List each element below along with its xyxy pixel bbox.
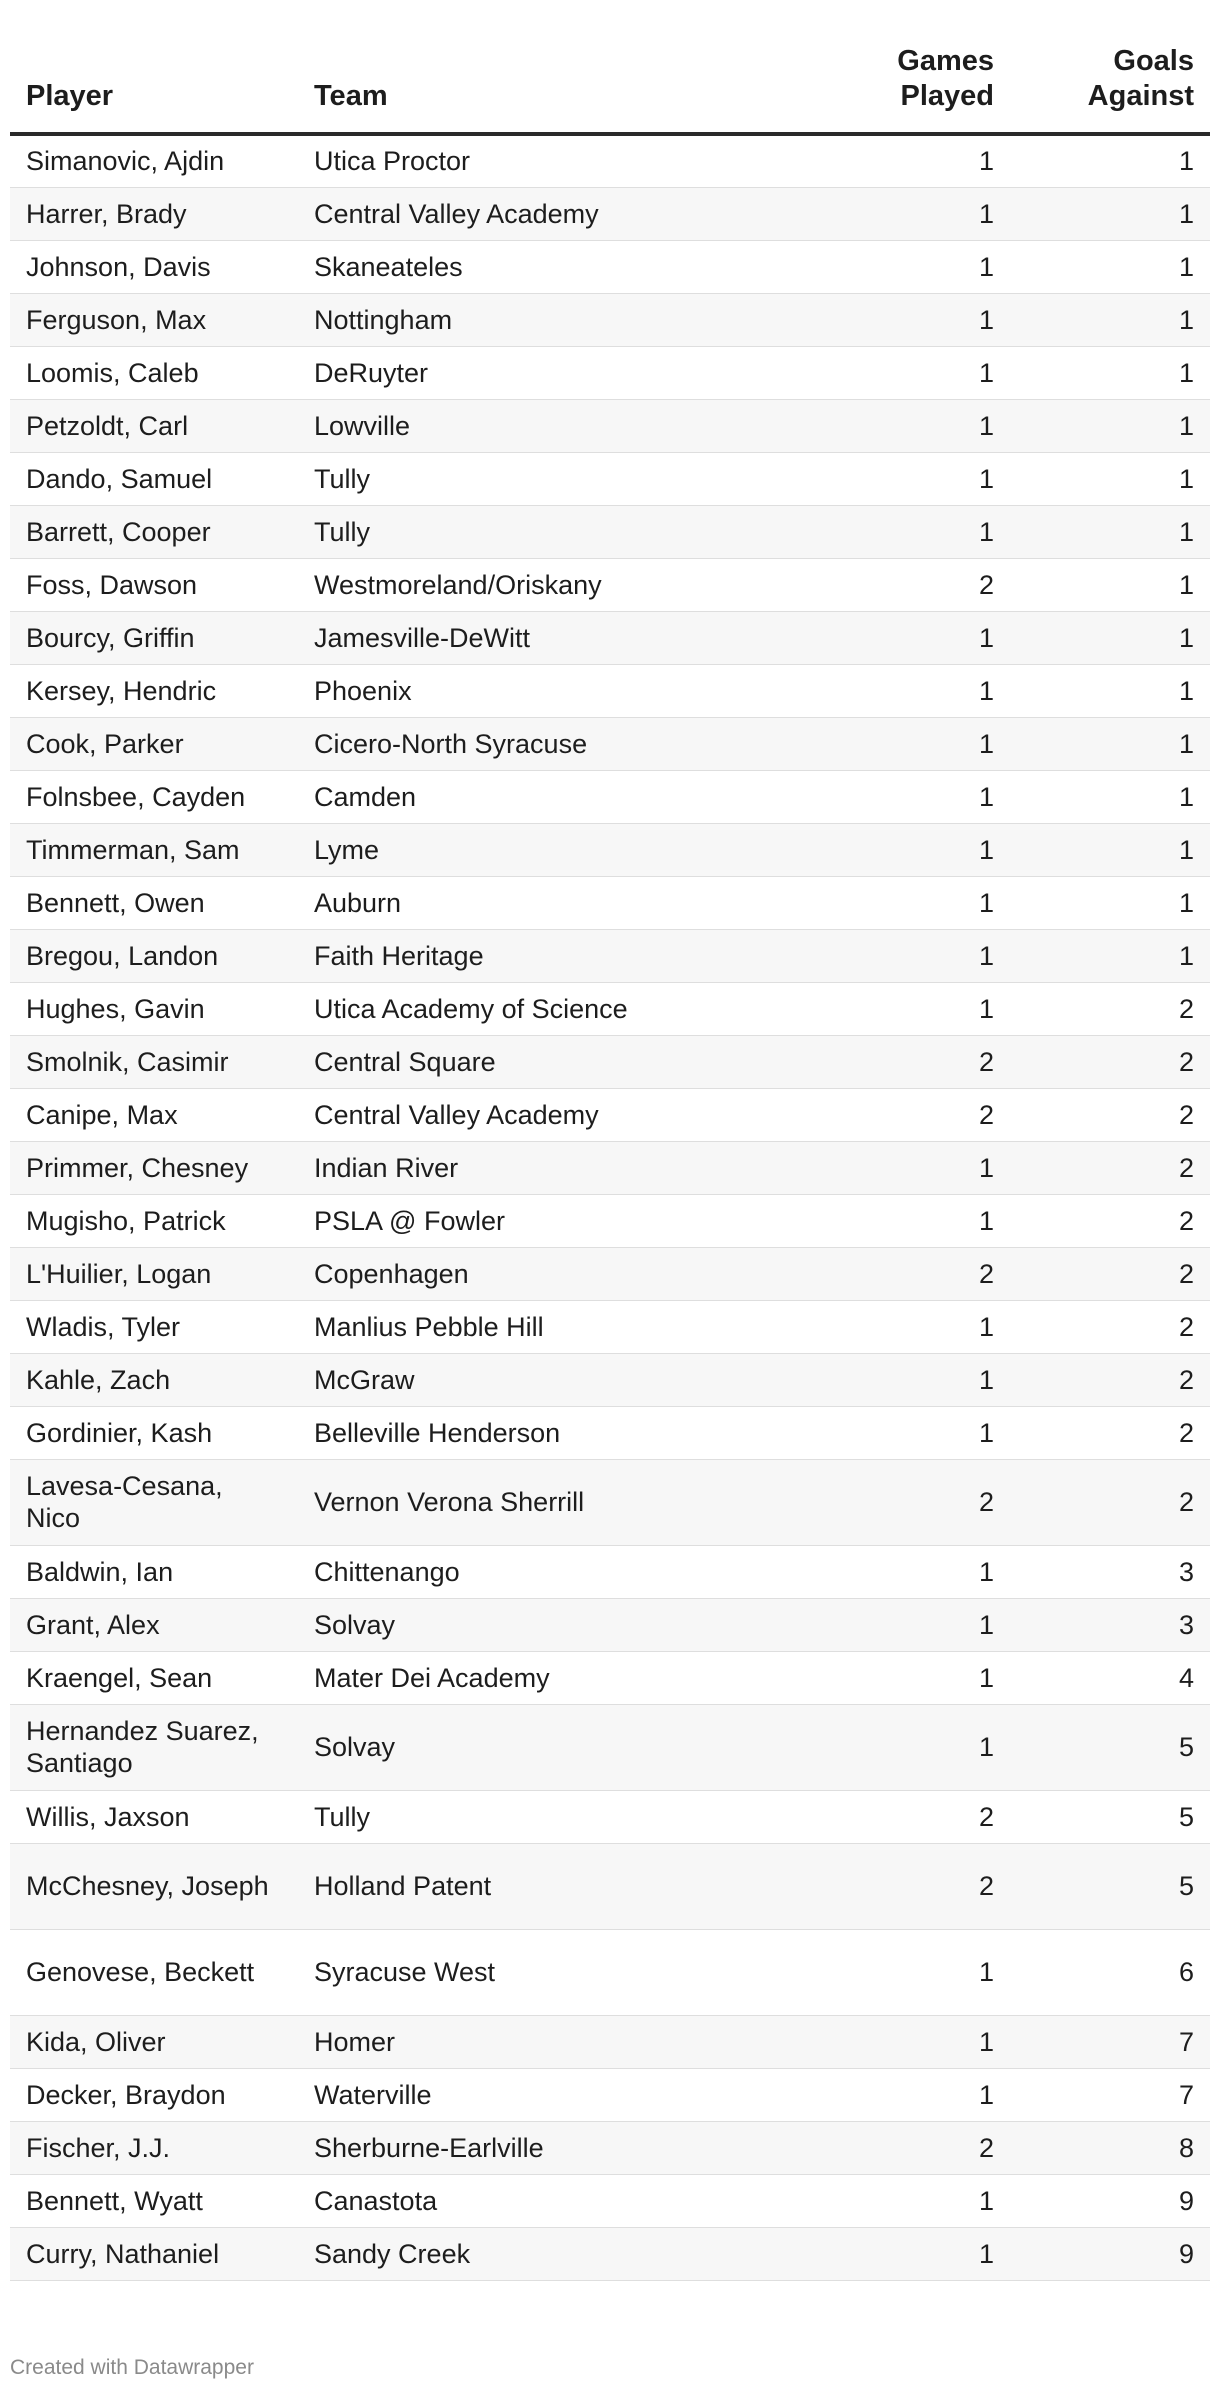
table-row [10,2227,1210,2280]
goals-against-cell: 8 [1010,2121,1210,2174]
player-name-cell: Lavesa-Cesana, Nico [10,1459,298,1545]
team-name-cell: Sandy Creek [298,2227,810,2280]
table-row [10,1035,1210,1088]
table-row [10,399,1210,452]
header-goals-against-label: Goals Against [1087,45,1194,112]
team-name-cell: Sherburne-Earlville [298,2121,810,2174]
team-name-cell: Tully [298,452,810,505]
table-row [10,240,1210,293]
team-name-cell: Canastota [298,2174,810,2227]
goals-against-cell: 5 [1010,1843,1210,1929]
player-name-cell: Harrer, Brady [10,187,298,240]
player-name-cell: Kersey, Hendric [10,664,298,717]
games-played-cell: 1 [810,346,1010,399]
goals-against-cell: 1 [1010,611,1210,664]
datawrapper-credit[interactable]: Created with Datawrapper [10,2356,254,2379]
table-row [10,611,1210,664]
player-name-cell: L'Huilier, Logan [10,1247,298,1300]
team-name-cell: Solvay [298,1704,810,1790]
table-row [10,1651,1210,1704]
games-played-cell: 2 [810,558,1010,611]
goals-against-cell: 2 [1010,1353,1210,1406]
table-row [10,1300,1210,1353]
player-name-cell: Canipe, Max [10,1088,298,1141]
team-name-cell: Solvay [298,1598,810,1651]
games-played-cell: 1 [810,187,1010,240]
games-played-cell: 2 [810,1088,1010,1141]
player-name-cell: Willis, Jaxson [10,1790,298,1843]
player-name-cell: Grant, Alex [10,1598,298,1651]
player-name-cell: Genovese, Beckett [10,1929,298,2015]
player-name-cell: Folnsbee, Cayden [10,770,298,823]
table-row [10,505,1210,558]
goals-against-cell: 2 [1010,982,1210,1035]
goals-against-cell: 1 [1010,293,1210,346]
goals-against-cell: 4 [1010,1651,1210,1704]
table-row [10,1790,1210,1843]
player-name-cell: Primmer, Chesney [10,1141,298,1194]
player-name-cell: Baldwin, Ian [10,1545,298,1598]
goals-against-cell: 1 [1010,346,1210,399]
team-name-cell: Cicero-North Syracuse [298,717,810,770]
player-name-cell: Timmerman, Sam [10,823,298,876]
team-name-cell: Tully [298,505,810,558]
team-name-cell: Westmoreland/Oriskany [298,558,810,611]
table-row [10,982,1210,1035]
games-played-cell: 1 [810,1141,1010,1194]
games-played-cell: 1 [810,2227,1010,2280]
player-name-cell: Bennett, Wyatt [10,2174,298,2227]
goals-against-cell: 2 [1010,1194,1210,1247]
goals-against-cell: 1 [1010,876,1210,929]
goals-against-cell: 6 [1010,1929,1210,2015]
player-name-cell: Bennett, Owen [10,876,298,929]
table-row [10,1598,1210,1651]
player-name-cell: Gordinier, Kash [10,1406,298,1459]
games-played-cell: 1 [810,876,1010,929]
player-name-cell: Dando, Samuel [10,452,298,505]
table-row [10,1141,1210,1194]
player-name-cell: Kraengel, Sean [10,1651,298,1704]
games-played-cell: 1 [810,505,1010,558]
table-row [10,823,1210,876]
games-played-cell: 1 [810,1545,1010,1598]
table-row [10,452,1210,505]
games-played-cell: 2 [810,1790,1010,1843]
goals-against-cell: 2 [1010,1300,1210,1353]
table-body [10,134,1210,2280]
goals-against-cell: 1 [1010,134,1210,187]
team-name-cell: PSLA @ Fowler [298,1194,810,1247]
table-row [10,664,1210,717]
table-row [10,1353,1210,1406]
games-played-cell: 1 [810,293,1010,346]
goalie-stats-table-container [10,40,1210,2281]
goals-against-cell: 2 [1010,1141,1210,1194]
table-row [10,1704,1210,1790]
goals-against-cell: 2 [1010,1406,1210,1459]
player-name-cell: Cook, Parker [10,717,298,770]
games-played-cell: 1 [810,611,1010,664]
player-name-cell: Hughes, Gavin [10,982,298,1035]
games-played-cell: 1 [810,717,1010,770]
team-name-cell: Utica Academy of Science [298,982,810,1035]
goals-against-cell: 9 [1010,2227,1210,2280]
team-name-cell: Auburn [298,876,810,929]
table-row [10,876,1210,929]
table-row [10,187,1210,240]
player-name-cell: Petzoldt, Carl [10,399,298,452]
goals-against-cell: 1 [1010,929,1210,982]
team-name-cell: Central Valley Academy [298,1088,810,1141]
player-name-cell: Decker, Braydon [10,2068,298,2121]
player-name-cell: Ferguson, Max [10,293,298,346]
goals-against-cell: 7 [1010,2015,1210,2068]
goals-against-cell: 2 [1010,1247,1210,1300]
player-name-cell: Loomis, Caleb [10,346,298,399]
games-played-cell: 2 [810,1843,1010,1929]
header-team[interactable]: Team [298,40,810,134]
games-played-cell: 1 [810,2174,1010,2227]
goals-against-cell: 5 [1010,1704,1210,1790]
team-name-cell: Lowville [298,399,810,452]
team-name-cell: Tully [298,1790,810,1843]
table-row [10,717,1210,770]
player-name-cell: Kahle, Zach [10,1353,298,1406]
header-games-played[interactable] [810,40,1010,134]
games-played-cell: 2 [810,1459,1010,1545]
games-played-cell: 2 [810,2121,1010,2174]
games-played-cell: 1 [810,452,1010,505]
goals-against-cell: 7 [1010,2068,1210,2121]
table-row [10,558,1210,611]
team-name-cell: Waterville [298,2068,810,2121]
games-played-cell: 1 [810,1194,1010,1247]
team-name-cell: Central Square [298,1035,810,1088]
goals-against-cell: 2 [1010,1035,1210,1088]
team-name-cell: Belleville Henderson [298,1406,810,1459]
games-played-cell: 2 [810,1247,1010,1300]
games-played-cell: 1 [810,1598,1010,1651]
table-row [10,1088,1210,1141]
team-name-cell: Syracuse West [298,1929,810,2015]
table-row [10,134,1210,187]
team-name-cell: Copenhagen [298,1247,810,1300]
games-played-cell: 1 [810,823,1010,876]
games-played-cell: 1 [810,982,1010,1035]
goals-against-cell: 1 [1010,452,1210,505]
player-name-cell: Bregou, Landon [10,929,298,982]
games-played-cell: 1 [810,134,1010,187]
header-player[interactable]: Player [10,40,298,134]
goals-against-cell: 1 [1010,240,1210,293]
team-name-cell: Homer [298,2015,810,2068]
player-name-cell: Wladis, Tyler [10,1300,298,1353]
table-header-row [10,40,1210,134]
player-name-cell: Simanovic, Ajdin [10,134,298,187]
player-name-cell: Johnson, Davis [10,240,298,293]
player-name-cell: Hernandez Suarez, Santiago [10,1704,298,1790]
goals-against-cell: 1 [1010,187,1210,240]
goals-against-cell: 9 [1010,2174,1210,2227]
table-row [10,1459,1210,1545]
team-name-cell: McGraw [298,1353,810,1406]
table-row [10,929,1210,982]
games-played-cell: 1 [810,2015,1010,2068]
player-name-cell: Foss, Dawson [10,558,298,611]
goals-against-cell: 1 [1010,664,1210,717]
player-name-cell: Bourcy, Griffin [10,611,298,664]
goals-against-cell: 3 [1010,1545,1210,1598]
table-row [10,2015,1210,2068]
player-name-cell: McChesney, Joseph [10,1843,298,1929]
goals-against-cell: 1 [1010,399,1210,452]
games-played-cell: 1 [810,664,1010,717]
player-name-cell: Curry, Nathaniel [10,2227,298,2280]
goals-against-cell: 1 [1010,717,1210,770]
team-name-cell: Skaneateles [298,240,810,293]
table-row [10,1406,1210,1459]
goals-against-cell: 2 [1010,1459,1210,1545]
games-played-cell: 1 [810,2068,1010,2121]
table-row [10,1194,1210,1247]
player-name-cell: Smolnik, Casimir [10,1035,298,1088]
table-row [10,1247,1210,1300]
table-row [10,1545,1210,1598]
games-played-cell: 1 [810,1651,1010,1704]
team-name-cell: Central Valley Academy [298,187,810,240]
table-row [10,2174,1210,2227]
team-name-cell: Holland Patent [298,1843,810,1929]
table-row [10,2121,1210,2174]
games-played-cell: 1 [810,240,1010,293]
table-row [10,2068,1210,2121]
goals-against-cell: 5 [1010,1790,1210,1843]
goals-against-cell: 1 [1010,505,1210,558]
games-played-cell: 1 [810,1704,1010,1790]
games-played-cell: 1 [810,1929,1010,2015]
team-name-cell: Camden [298,770,810,823]
goals-against-cell: 2 [1010,1088,1210,1141]
header-goals-against[interactable] [1010,40,1210,134]
goals-against-cell: 1 [1010,770,1210,823]
team-name-cell: Utica Proctor [298,134,810,187]
player-name-cell: Fischer, J.J. [10,2121,298,2174]
player-name-cell: Barrett, Cooper [10,505,298,558]
player-name-cell: Mugisho, Patrick [10,1194,298,1247]
team-name-cell: Chittenango [298,1545,810,1598]
player-name-cell: Kida, Oliver [10,2015,298,2068]
table-row [10,770,1210,823]
team-name-cell: Nottingham [298,293,810,346]
games-played-cell: 1 [810,770,1010,823]
goals-against-cell: 3 [1010,1598,1210,1651]
table-row [10,293,1210,346]
team-name-cell: Manlius Pebble Hill [298,1300,810,1353]
table-row [10,1929,1210,2015]
team-name-cell: Jamesville-DeWitt [298,611,810,664]
team-name-cell: Indian River [298,1141,810,1194]
games-played-cell: 2 [810,1035,1010,1088]
games-played-cell: 1 [810,1300,1010,1353]
team-name-cell: Vernon Verona Sherrill [298,1459,810,1545]
games-played-cell: 1 [810,1353,1010,1406]
header-games-played-label: Games Played [897,45,994,112]
games-played-cell: 1 [810,1406,1010,1459]
team-name-cell: Faith Heritage [298,929,810,982]
team-name-cell: DeRuyter [298,346,810,399]
goals-against-cell: 1 [1010,558,1210,611]
games-played-cell: 1 [810,929,1010,982]
team-name-cell: Lyme [298,823,810,876]
goalie-stats-table [10,40,1210,2281]
team-name-cell: Phoenix [298,664,810,717]
games-played-cell: 1 [810,399,1010,452]
table-row [10,1843,1210,1929]
team-name-cell: Mater Dei Academy [298,1651,810,1704]
table-row [10,346,1210,399]
goals-against-cell: 1 [1010,823,1210,876]
